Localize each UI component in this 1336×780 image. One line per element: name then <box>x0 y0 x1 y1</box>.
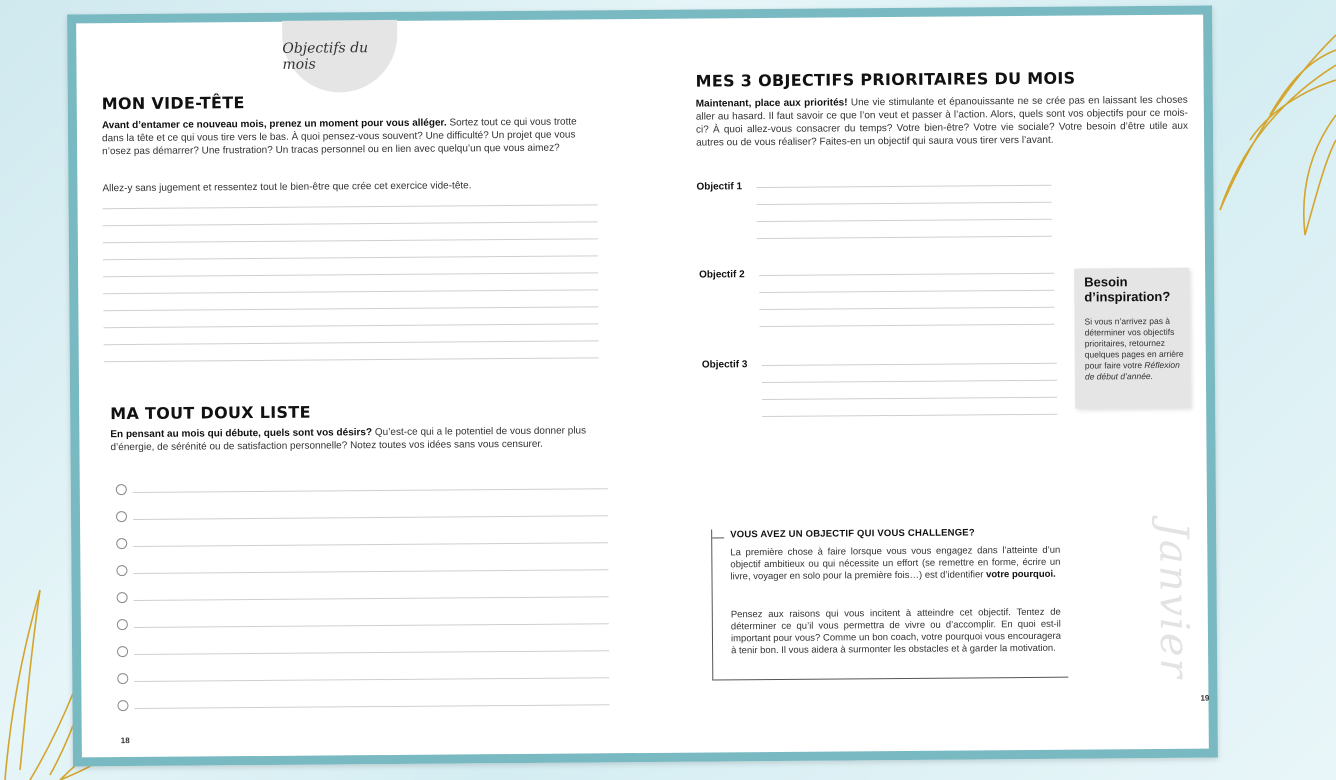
liste-intro-bold: En pensant au mois qui débute, quels sont vos désirs? <box>110 427 373 441</box>
writing-line[interactable] <box>104 323 599 328</box>
writing-line[interactable] <box>103 221 598 226</box>
writing-line[interactable] <box>103 238 598 243</box>
month-script-watermark: Janvier <box>1150 521 1198 680</box>
page-number-right: 19 <box>1200 693 1210 703</box>
writing-line[interactable] <box>103 306 598 311</box>
liste-intro-text: Qu’est-ce qui a le potentiel de vous donner plus d’énergie, de sérénité ou de satisfaction personnelle? Notez toutes vos idées sans vous censurer. <box>110 425 587 454</box>
objectifs-title: MES 3 OBJECTIFS PRIORITAIRES DU MOIS <box>695 68 1076 91</box>
todo-checkbox[interactable] <box>117 619 128 630</box>
writing-line[interactable] <box>103 204 598 209</box>
challenge-paragraph-1 <box>730 545 1060 584</box>
todo-line[interactable] <box>134 623 609 628</box>
challenge-box-corner <box>712 537 724 538</box>
videtete-writing-lines <box>67 10 639 14</box>
inspiration-text-italic: Réflexion de début d’année. <box>1084 359 1180 382</box>
videtete-intro-bold: Avant d’entamer ce nouveau mois, prenez un moment pour vous alléger. <box>101 117 447 132</box>
planner-spread <box>67 6 1218 767</box>
challenge-p1-text: La première chose à faire lorsque vous vous engagez dans l’atteinte d’un objectif ambitieux ou qui nécessite un effort (se remettre en forme, écrire un livre, voyager en solo pour la première fois…) est d’identifier <box>730 544 1061 583</box>
todo-line[interactable] <box>133 488 608 493</box>
todo-checkbox[interactable] <box>117 700 128 711</box>
todo-checkbox[interactable] <box>117 592 128 603</box>
todo-line[interactable] <box>133 542 608 547</box>
todo-line[interactable] <box>133 515 608 520</box>
gold-leaf-top-right-decoration <box>1210 20 1336 250</box>
videtete-title: MON VIDE-TÊTE <box>101 93 245 114</box>
objectif-3-label: Objectif 3 <box>701 359 748 371</box>
todo-checkbox[interactable] <box>116 565 127 576</box>
todo-checkbox[interactable] <box>116 511 127 522</box>
writing-line[interactable] <box>103 255 598 260</box>
videtete-note: Allez-y sans jugement et ressentez tout le bien-être que crée cet exercice vide-tête. <box>102 180 472 195</box>
page-number-left: 18 <box>120 736 130 746</box>
todo-line[interactable] <box>134 650 609 655</box>
liste-title: MA TOUT DOUX LISTE <box>110 402 311 424</box>
todo-line[interactable] <box>134 596 609 601</box>
section-tab-label: Objectifs du mois <box>282 40 369 73</box>
todo-line[interactable] <box>135 704 610 709</box>
objectifs-intro-text: Une vie stimulante et épanouissante ne se crée pas en laissant les choses aller au hasard. Il faut savoir ce que l’on veut et passer à l’action. Alors, quels sont vos objectifs pour ce mois-ci? À quoi allez-vous consacrer du temps? Votre bien-être? Votre vie sociale? Votre besoin d’être utile aux autres ou de vous réaliser? Faites-en un objectif qui saura vous tirer vers l’avant. <box>695 94 1189 149</box>
inspiration-box <box>1074 268 1190 409</box>
todo-checkbox[interactable] <box>116 484 127 495</box>
inspiration-text-main: Si vous n’arrivez pas à déterminer vos objectifs prioritaires, retournez quelques pages en arrière pour faire votre <box>1084 315 1184 371</box>
writing-line[interactable] <box>104 357 599 362</box>
challenge-box <box>711 527 1068 681</box>
todo-checkbox[interactable] <box>116 538 127 549</box>
videtete-intro <box>102 115 597 158</box>
todo-line[interactable] <box>133 569 608 574</box>
todo-list <box>67 10 639 14</box>
objectifs-intro-bold: Maintenant, place aux priorités! <box>695 97 848 110</box>
writing-line[interactable] <box>103 272 598 277</box>
inspiration-text <box>1084 316 1185 383</box>
challenge-paragraph-2: Pensez aux raisons qui vous incitent à atteindre cet objectif. Tentez de déterminer ce qu’il vous permettra de vivre ou d’accomplir. En quoi est-il important pour vous? Comme un bon coach, votre pourquoi vous encouragera à tenir bon. Il vous aidera à surmonter les obstacles et à garder la motivation. <box>730 606 1062 657</box>
objectifs-intro <box>696 94 1188 150</box>
writing-line[interactable] <box>104 340 599 345</box>
todo-checkbox[interactable] <box>117 673 128 684</box>
challenge-title: VOUS AVEZ UN OBJECTIF QUI VOUS CHALLENGE? <box>730 527 975 541</box>
liste-intro <box>110 424 605 454</box>
objectif-2-label: Objectif 2 <box>699 269 745 281</box>
videtete-intro-text: Sortez tout ce qui vous trotte dans la tête et ce qui vous tire vers le bas. À quoi pensez-vous souvent? Une difficulté? Un projet que vous n’osez pas démarrer? Une frustration? Un tracas personnel ou en lien avec quelqu’un que vous aimez? <box>101 116 577 158</box>
todo-checkbox[interactable] <box>117 646 128 657</box>
writing-line[interactable] <box>103 289 598 294</box>
objectif-1-label: Objectif 1 <box>696 181 743 193</box>
inspiration-title: Besoin d’inspiration? <box>1084 274 1171 305</box>
todo-line[interactable] <box>134 677 609 682</box>
left-page <box>67 10 645 766</box>
challenge-p1-bold: votre pourquoi. <box>986 568 1056 581</box>
section-tab <box>282 20 398 93</box>
